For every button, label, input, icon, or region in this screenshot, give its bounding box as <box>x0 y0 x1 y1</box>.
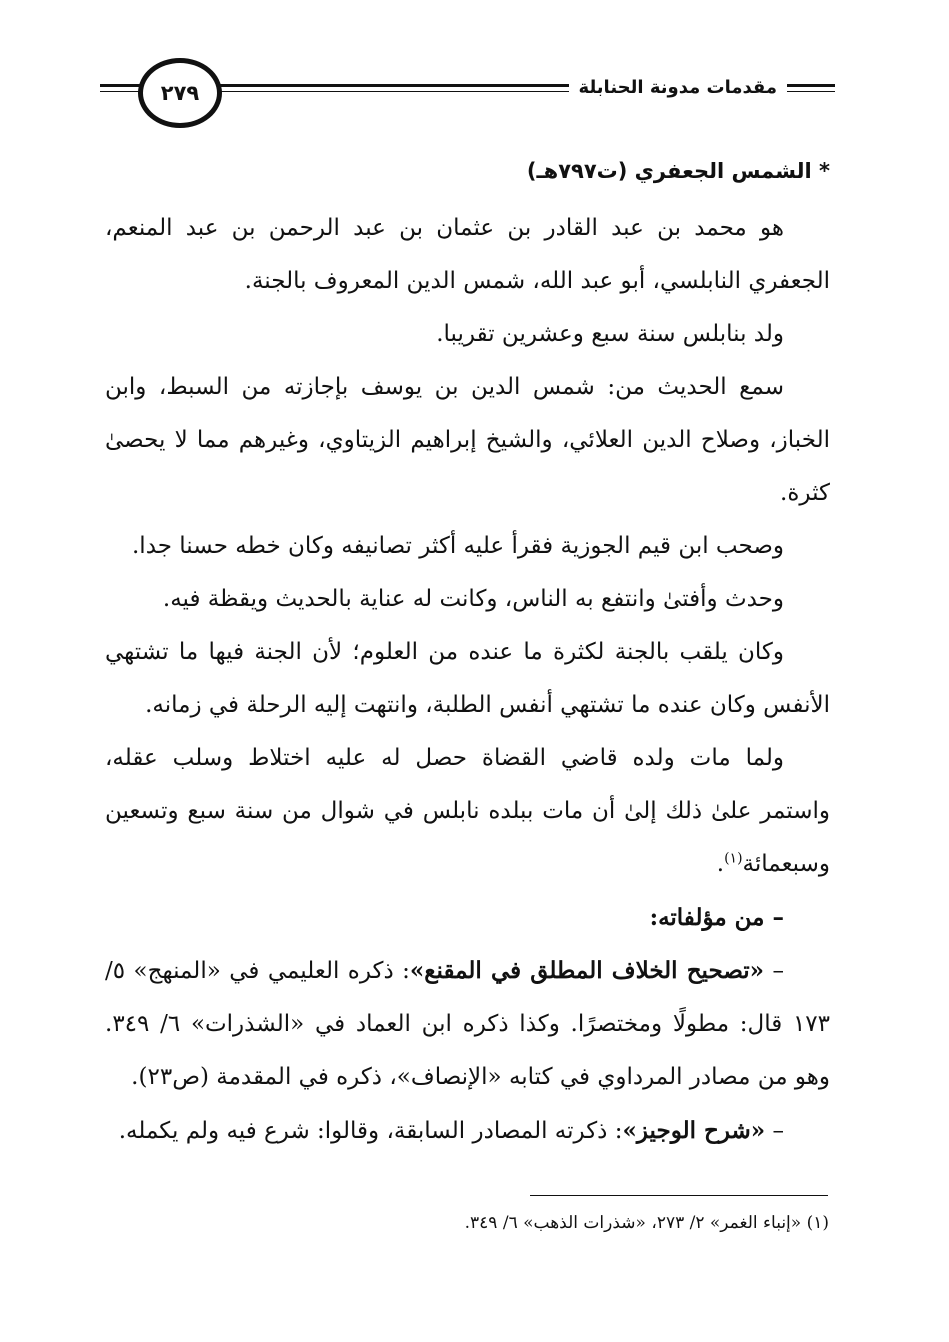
paragraph-4: وصحب ابن قيم الجوزية فقرأ عليه أكثر تصانيفه وكان خطه حسنا جدا. <box>132 533 784 559</box>
work-item-1 <box>105 944 830 1104</box>
paragraph-6: وكان يلقب بالجنة لكثرة ما عنده من العلوم؛ لأن الجنة فيها ما تشتهي الأنفس وكان عنده ما تشتهي أنفس الطلبة، وانتهت إليه الرحلة في زمانه. <box>105 639 830 718</box>
paragraph-2: ولد بنابلس سنة سبع وعشرين تقريبا. <box>436 321 784 347</box>
main-content <box>105 145 830 1158</box>
paragraph-7-text: ولما مات ولده قاضي القضاة حصل له عليه اختلاط وسلب عقله، واستمر علىٰ ذلك إلىٰ أن مات ببلده نابلس في شوال من سنة سبع وتسعين وسبعمائة <box>105 745 830 877</box>
paragraph-7-end: . <box>716 851 725 877</box>
work-2-title: «شرح الوجيز» <box>622 1117 766 1144</box>
work-1-dash: – <box>764 958 785 984</box>
header-rule-left-thin <box>100 91 142 92</box>
work-item-2 <box>105 1104 830 1158</box>
header-rule-left <box>100 84 142 87</box>
footnote-divider <box>530 1195 828 1196</box>
footnote: (١) «إنباء الغمر» ٢/ ٢٧٣، «شذرات الذهب» ٦/ ٣٤٩. <box>464 1213 829 1233</box>
works-heading: – من مؤلفاته: <box>649 904 784 931</box>
entry-title: الشمس الجعفري (ت٧٩٧هـ) <box>526 159 812 183</box>
running-title: مقدمات مدونة الحنابلة <box>569 77 787 98</box>
paragraph-5: وحدث وأفتىٰ وانتفع به الناس، وكانت له عناية بالحديث ويقظة فيه. <box>162 586 784 612</box>
work-1-text: : ذكره العليمي في «المنهج» ٥/ ١٧٣ قال: مطولًا ومختصرًا. وكذا ذكره ابن العماد في «الشذرات» ٦/ ٣٤٩. وهو من مصادر المرداوي في كتابه «الإنصاف»، ذكره في المقدمة (ص٢٣). <box>105 958 830 1090</box>
page-number: ٢٧٩ <box>138 58 222 128</box>
paragraph-7 <box>105 732 830 891</box>
entry-marker: * <box>819 159 830 183</box>
work-1-title: «تصحيح الخلاف المطلق في المقنع» <box>409 957 765 984</box>
paragraph-3: سمع الحديث من: شمس الدين بن يوسف بإجازته من السبط، وابن الخباز، وصلاح الدين العلائي، والشيخ إبراهيم الزيتاوي، وغيرهم مما لا يحصىٰ كثرة. <box>105 374 830 506</box>
work-2-text: : ذكرته المصادر السابقة، وقالوا: شرع فيه ولم يكمله. <box>118 1118 623 1144</box>
entry-heading <box>105 145 830 198</box>
page-header <box>100 58 835 128</box>
paragraph-1: هو محمد بن عبد القادر بن عثمان بن عبد الرحمن بن عبد المنعم، الجعفري النابلسي، أبو عبد الله، شمس الدين المعروف بالجنة. <box>105 215 830 294</box>
footnote-reference: (١) <box>724 850 743 867</box>
work-2-dash: – <box>765 1118 784 1144</box>
